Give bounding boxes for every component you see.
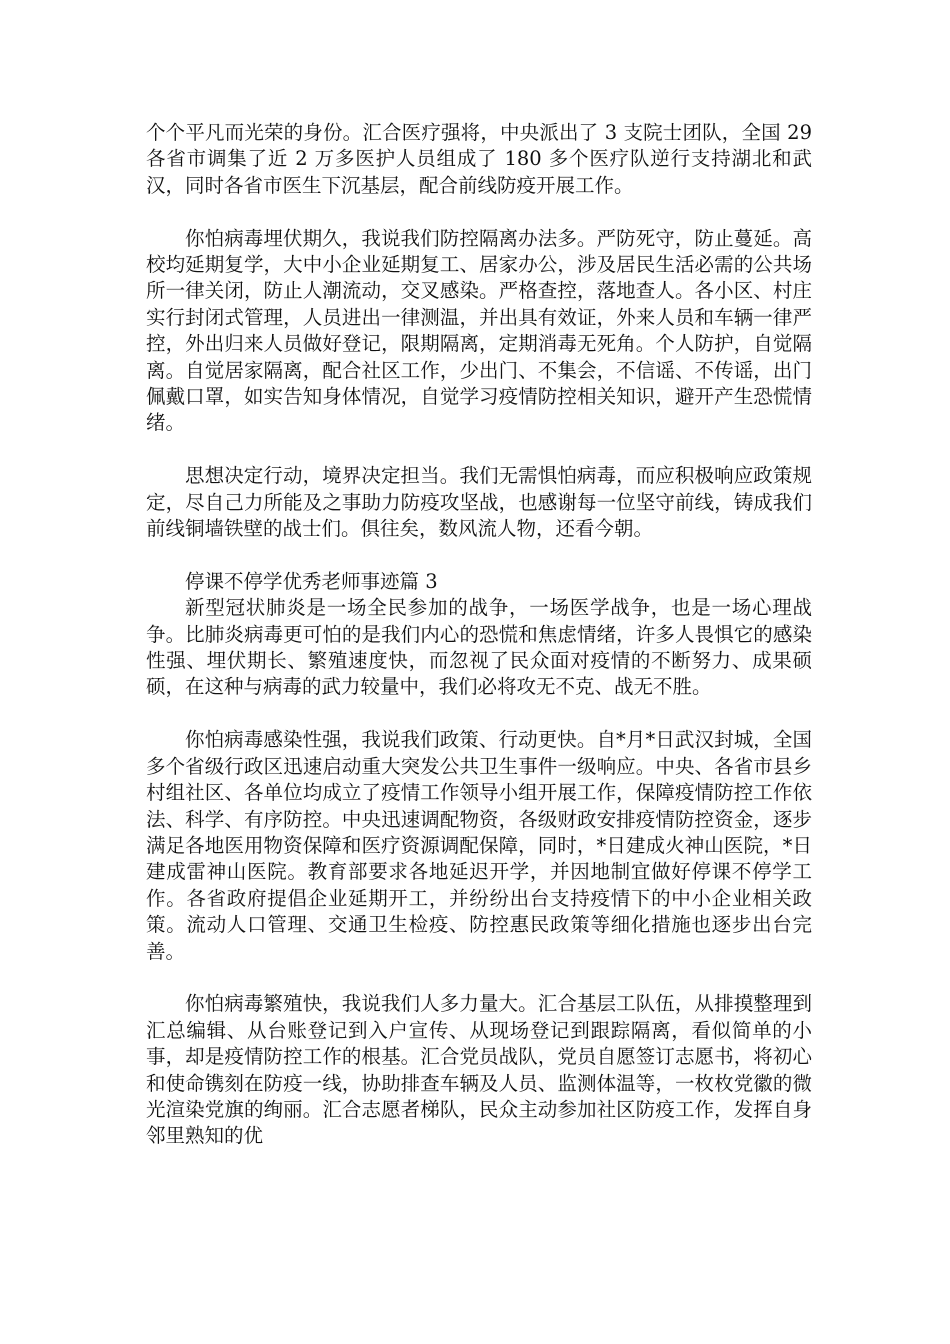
paragraph-5: 你怕病毒感染性强，我说我们政策、行动更快。自*月*日武汉封城，全国多个省级行政区迅速启动重大突发公共卫生事件一级响应。中央、各省市县乡村组社区、各单位均成立了疫情工作领导小组开展工作，保障疫情防控工作依法、科学、有序防控。中央迅速调配物资，各级财政安排疫情防控资金，逐步满足各地医用物资保障和医疗资源调配保障，同时，*日建成火神山医院，*日建成雷神山医院。教育部要求各地延迟开学，并因地制宜做好停课不停学工作。各省政府提倡企业延期开工，并纷纷出台支持疫情下的中小企业相关政策。流动人口管理、交通卫生检疫、防控惠民政策等细化措施也逐步出台完善。 <box>146 728 812 963</box>
paragraph-1: 个个平凡而光荣的身份。汇合医疗强将，中央派出了 3 支院士团队，全国 29 各省市调集了近 2 万多医护人员组成了 180 多个医疗队逆行支持湖北和武汉，同时各省市医生下沉基层，配合前线防疫开展工作。 <box>146 121 812 197</box>
paragraph-4: 新型冠状肺炎是一场全民参加的战争，一场医学战争，也是一场心理战争。比肺炎病毒更可怕的是我们内心的恐慌和焦虑情绪，许多人畏惧它的感染性强、埋伏期长、繁殖速度快，而忽视了民众面对疫情的不断努力、成果硕硕，在这种与病毒的武力较量中，我们必将攻无不克、战无不胜。 <box>146 596 812 699</box>
document-page <box>146 120 812 1176</box>
paragraph-2: 你怕病毒埋伏期久，我说我们防控隔离办法多。严防死守，防止蔓延。高校均延期复学，大中小企业延期复工、居家办公，涉及居民生活必需的公共场所一律关闭，防止人潮流动，交叉感染。严格查控，落地查人。各小区、村庄实行封闭式管理，人员进出一律测温，并出具有效证，外来人员和车辆一律严控，外出归来人员做好登记，限期隔离，定期消毒无死角。个人防护，自觉隔离。自觉居家隔离，配合社区工作，少出门、不集会，不信谣、不传谣，出门佩戴口罩，如实告知身体情况，自觉学习疫情防控相关知识，避开产生恐慌情绪。 <box>146 226 812 435</box>
section-heading: 停课不停学优秀老师事迹篇 3 <box>185 569 438 593</box>
paragraph-3: 思想决定行动，境界决定担当。我们无需惧怕病毒，而应积极响应政策规定，尽自己力所能及之事助力防疫攻坚战，也感谢每一位坚守前线，铸成我们前线铜墙铁壁的战士们。俱往矣，数风流人物，还看今朝。 <box>146 464 812 541</box>
paragraph-6: 你怕病毒繁殖快，我说我们人多力量大。汇合基层工队伍，从排摸整理到汇总编辑、从台账登记到入户宣传、从现场登记到跟踪隔离，看似简单的小事，却是疫情防控工作的根基。汇合党员战队，党员自愿签订志愿书，将初心和使命镌刻在防疫一线，协助排查车辆及人员、监测体温等，一枚枚党徽的微光渲染党旗的绚丽。汇合志愿者梯队，民众主动参加社区防疫工作，发挥自身邻里熟知的优 <box>146 992 812 1148</box>
